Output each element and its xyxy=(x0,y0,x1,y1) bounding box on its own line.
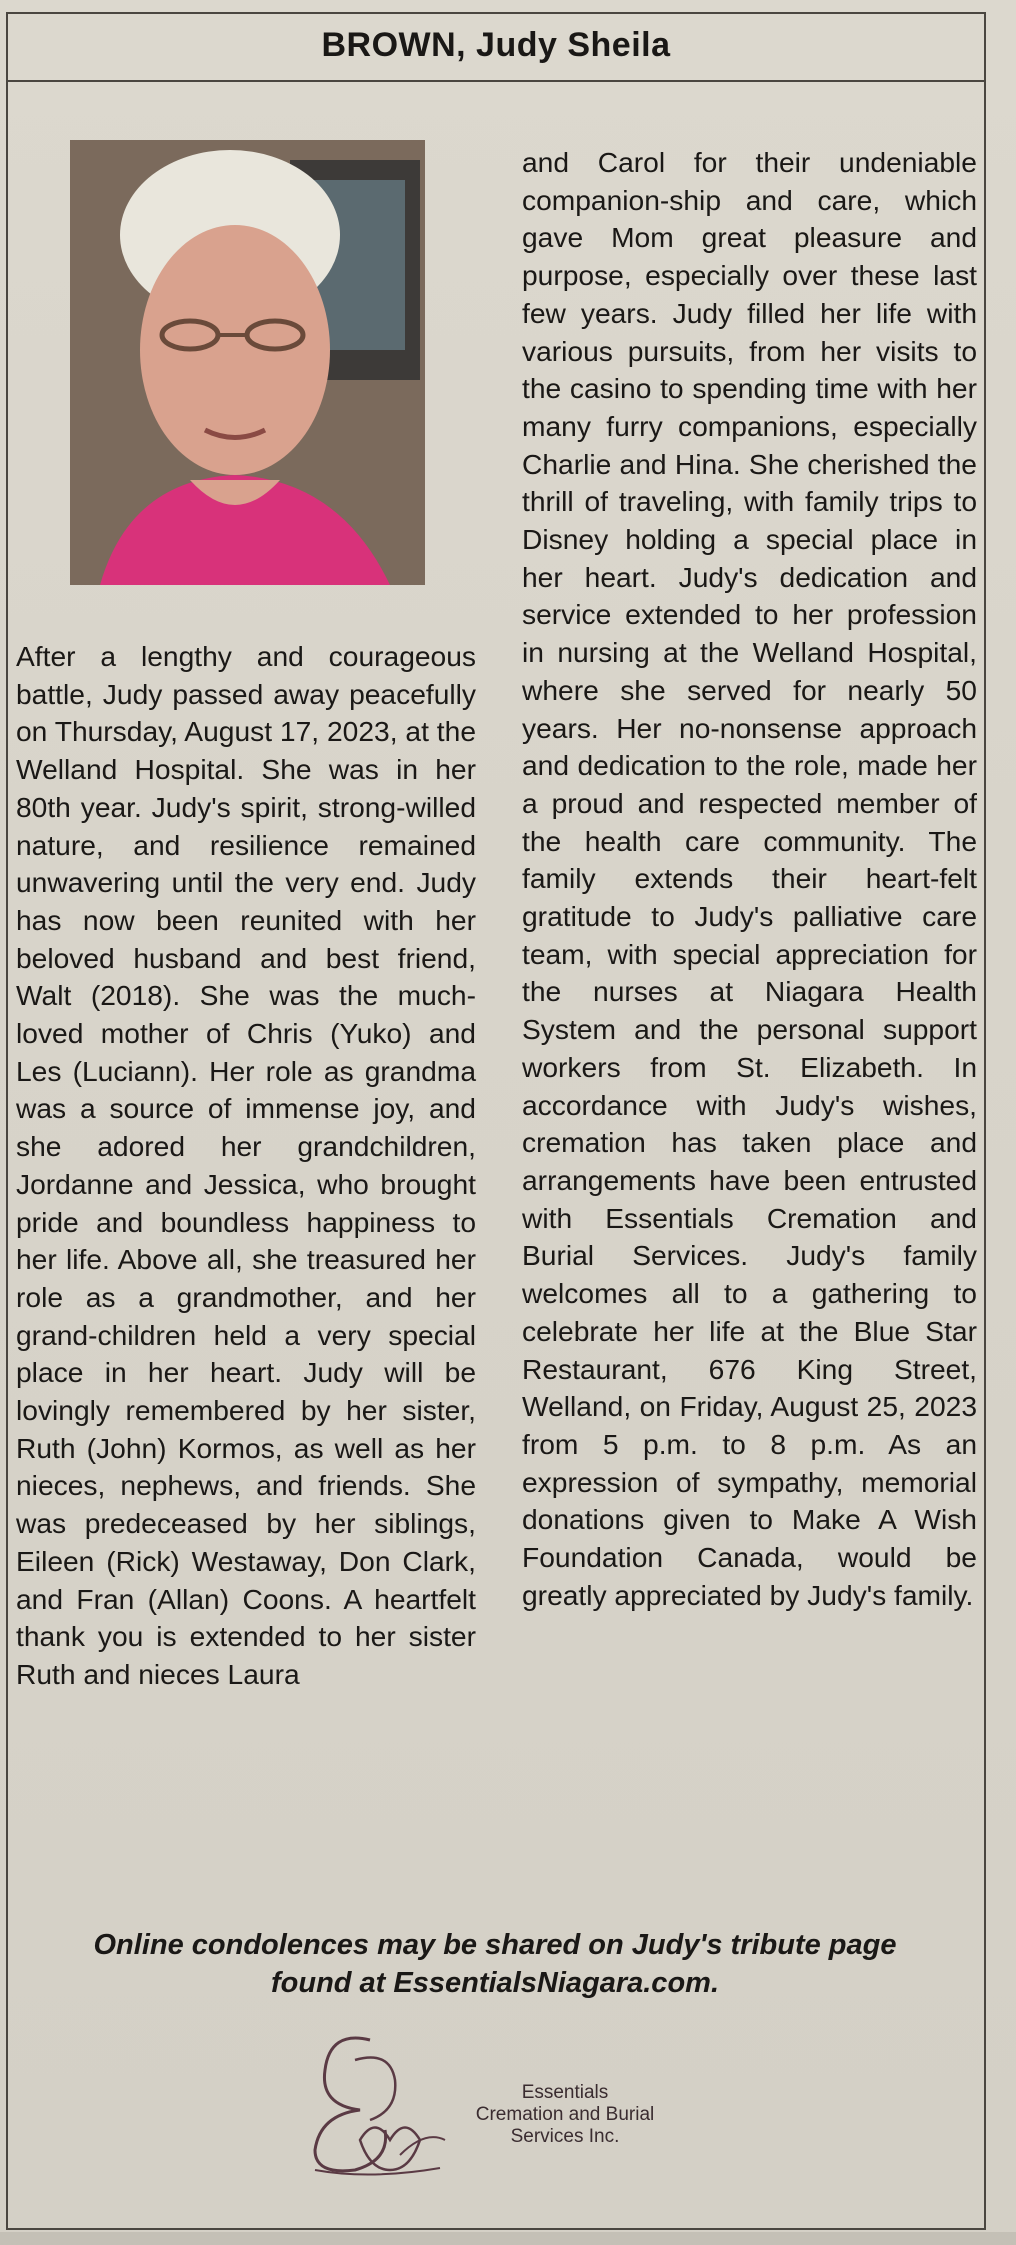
condolence-line-1: Online condolences may be shared on Judy's tribute page xyxy=(93,1929,897,1961)
obituary-text-right-column xyxy=(522,144,977,1614)
condolence-line-2: found at EssentialsNiagara.com. xyxy=(270,1967,719,1999)
essentials-monogram-logo-icon xyxy=(300,2020,450,2180)
logo-line-1: Essentials xyxy=(521,2082,609,2103)
page-bottom-edge xyxy=(0,2232,1016,2245)
portrait-photo xyxy=(70,140,425,585)
title-bar xyxy=(6,12,986,82)
obituary-paragraph-right: and Carol for their undeniable companion-ship and care, which gave Mom great pleasure and purpose, especially over these last few years. Judy filled her life with various pursuits, from her visits to the casino to spending time with her many furry companions, especially Charlie and Hina. She cherished the thrill of traveling, with family trips to Disney holding a special place in her heart. Judy's dedication and service extended to her profession in nursing at the Welland Hospital, where she served for nearly 50 years. Her no-nonsense approach and dedication to the role, made her a proud and respected member of the health care community. The family extends their heart-felt gratitude to Judy's palliative care team, with special appreciation for the nurses at Niagara Health System and the personal support workers from St. Elizabeth. In accordance with Judy's wishes, cremation has taken place and arrangements have been entrusted with Essentials Cremation and Burial Services. Judy's family welcomes all to a gathering to celebrate her life at the Blue Star Restaurant, 676 King Street, Welland, on Friday, August 25, 2023 from 5 p.m. to 8 p.m. As an expression of sympathy, memorial donations given to Make A Wish Foundation Canada, would be greatly appreciated by Judy's family. xyxy=(522,146,977,1611)
logo-line-2: Cremation and Burial xyxy=(475,2104,655,2125)
condolence-note xyxy=(30,1926,960,2002)
obituary-paragraph-left: After a lengthy and courageous battle, Judy passed away peacefully on Thursday, August 17, 2023, at the Welland Hospital. She was in her 80th year. Judy's spirit, strong-willed nature, and resilience remained unwavering until the very end. Judy has now been reunited with her beloved husband and best friend, Walt (2018). She was the much-loved mother of Chris (Yuko) and Les (Luciann). Her role as grandma was a source of immense joy, and she adored her grandchildren, Jordanne and Jessica, who brought pride and boundless happiness to her life. Above all, she treasured her role as a grandmother, and her grand-children held a very special place in her heart. Judy will be lovingly remembered by her sister, Ruth (John) Kormos, as well as her nieces, nephews, and friends. She was predeceased by her siblings, Eileen (Rick) Westaway, Don Clark, and Fran (Allan) Coons. A heartfelt thank you is extended to her sister Ruth and nieces Laura xyxy=(16,640,476,1690)
obituary-name: BROWN, Judy Sheila xyxy=(321,26,671,64)
funeral-home-logo xyxy=(300,2020,700,2180)
logo-line-3: Services Inc. xyxy=(510,2126,620,2147)
logo-text xyxy=(445,2082,685,2148)
obituary-text-left-column xyxy=(16,638,476,1694)
